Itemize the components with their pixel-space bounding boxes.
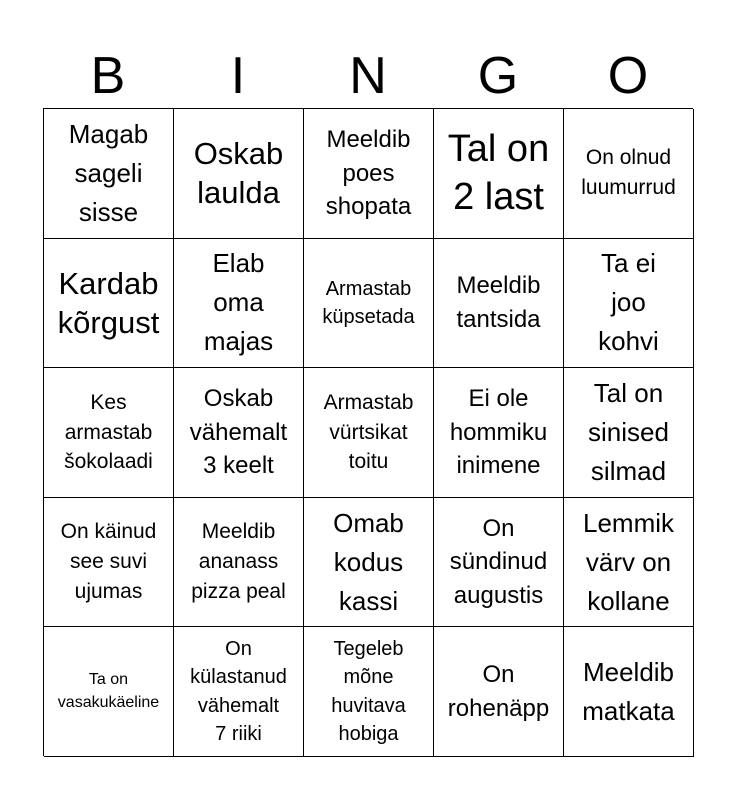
header-letter-o: O [607,47,649,105]
bingo-cell[interactable] [44,368,174,498]
bingo-cell[interactable] [434,627,564,757]
bingo-cell[interactable] [304,627,434,757]
bingo-cell[interactable] [564,498,694,628]
cell-text: Armastab vürtsikat toitu [323,390,414,474]
header-letter-i: I [230,47,246,105]
cell-text: Elab oma majas [203,248,274,357]
bingo-cell[interactable] [434,498,564,628]
cell-text: On olnud luumurrud [581,146,676,200]
cell-text: Omab kodus kassi [333,507,404,616]
cell-text: On käinud see suvi ujumas [60,520,157,603]
bingo-cell[interactable] [304,109,434,239]
bingo-cell[interactable] [304,498,434,628]
cell-text: Meeldib ananass pizza peal [191,520,286,603]
cell-text: On külastanud vähemalt 7 riiki [190,637,287,746]
bingo-cell[interactable] [44,109,174,239]
bingo-cell[interactable] [44,239,174,369]
cell-text: Ta on vasakukäeline [57,671,160,711]
cell-text: Tegeleb mõne huvitava hobiga [331,637,406,746]
cell-text: Magab sageli sisse [68,118,149,227]
cell-text: Armastab küpsetada [322,277,415,328]
bingo-cell[interactable] [434,368,564,498]
bingo-cell[interactable] [44,498,174,628]
cell-text: Lemmik värv on kollane [582,507,674,616]
bingo-cell[interactable] [304,368,434,498]
bingo-cell[interactable] [174,239,304,369]
cell-text: Kes armastab šokolaadi [64,390,153,474]
cell-text: On rohenäpp [447,661,550,722]
bingo-cell[interactable] [174,498,304,628]
cell-text: Tal on 2 last [447,127,550,219]
header-letter-n: N [349,47,387,105]
cell-text: On sündinud augustis [449,514,548,609]
bingo-cell[interactable] [44,627,174,757]
bingo-cell[interactable] [434,109,564,239]
bingo-cell[interactable] [304,239,434,369]
bingo-cell[interactable] [564,109,694,239]
cell-text: Ta ei joo kohvi [598,248,659,357]
bingo-cell[interactable] [434,239,564,369]
bingo-cell[interactable] [174,368,304,498]
cell-text: Kardab kõrgust [57,265,160,340]
cell-text: Oskab vähemalt 3 keelt [189,385,288,480]
cell-text: Oskab laulda [193,136,284,211]
cell-text: Tal on sinised silmad [588,377,669,486]
bingo-card [43,108,693,756]
cell-text: Meeldib poes shopata [325,125,412,221]
bingo-cell[interactable] [174,627,304,757]
bingo-header [43,44,693,108]
cell-text: Ei ole hommiku inimene [449,385,548,480]
bingo-cell[interactable] [564,239,694,369]
bingo-cell[interactable] [174,109,304,239]
header-letter-g: G [477,47,519,105]
header-letter-b: B [90,47,126,105]
cell-text: Meeldib matkata [582,656,675,726]
bingo-cell[interactable] [564,627,694,757]
bingo-cell[interactable] [564,368,694,498]
cell-text: Meeldib tantsida [456,272,541,333]
